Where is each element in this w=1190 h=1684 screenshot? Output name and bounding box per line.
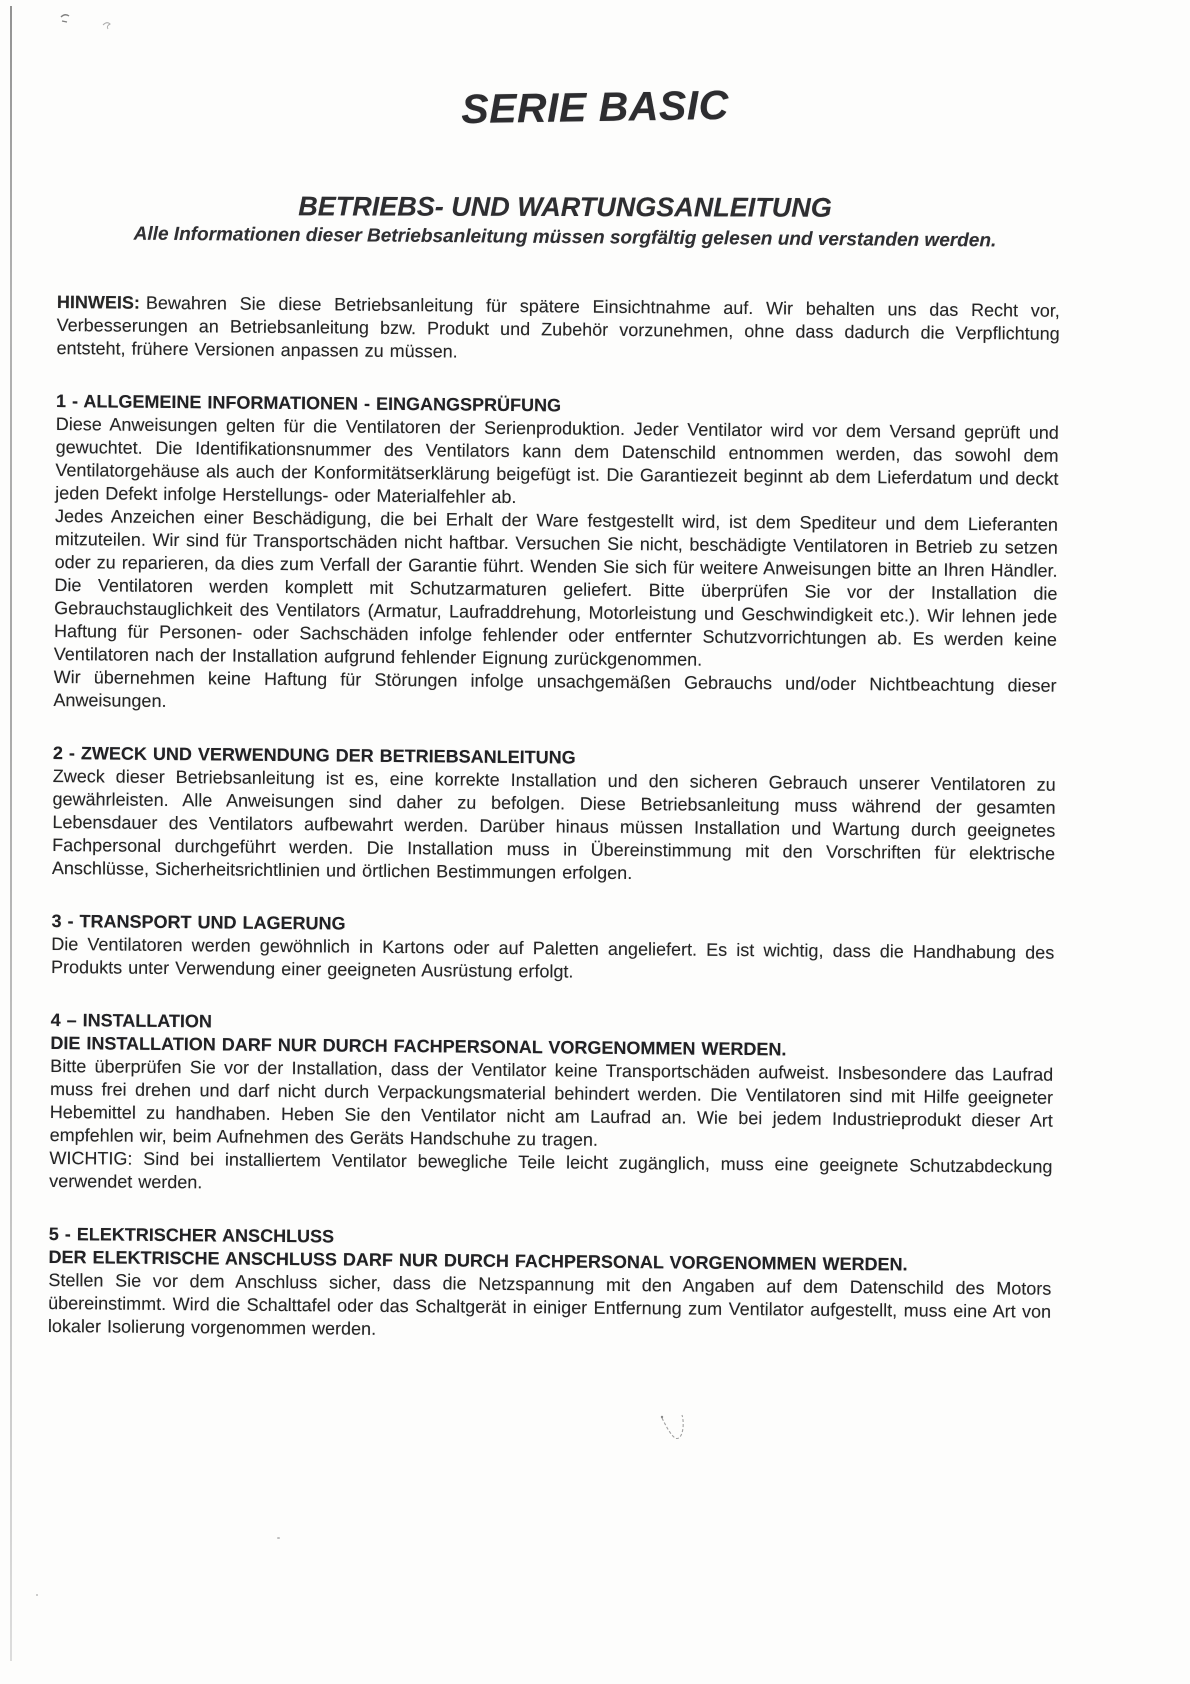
- section-general-information: [53, 390, 1059, 721]
- ink-specks: [58, 10, 118, 38]
- scan-speck: [277, 1537, 280, 1539]
- scan-speck: [36, 1594, 38, 1596]
- section-paragraph: Diese Anweisungen gelten für die Ventilatoren der Serienproduktion. Jeder Ventilator wird vor dem Versand geprüft und gewuchtet. Die Identifikationsnummer des Ventilators kann dem Datenschild entnommen werden, das sowohl dem Ventilatorgehäuse als auch der Konformitätserklärung beigefügt ist. Die Garantiezeit beginnt ab dem Lieferdatum und deckt jeden Defekt infolge Herstellungs- oder Materialfehler ab.: [55, 413, 1059, 508]
- document-title: SERIE BASIC: [460, 81, 730, 133]
- document-subtitle-note: Alle Informationen dieser Betriebsanleitung müssen sorgfältig gelesen und verstanden werden.: [133, 223, 997, 252]
- document-body: [48, 291, 1060, 1347]
- section-paragraph: Jedes Anzeichen einer Beschädigung, die bei Erhalt der Ware festgestellt wird, ist dem Spediteur und dem Lieferanten mitzuteilen. Wir sind für Transportschäden nicht haftbar. Versuchen Sie nicht, beschädigte Ventilatoren in Betrieb zu setzen oder zu reparieren, da dies zum Verfall der Garantie führt. Wenden Sie sich für weitere Anweisungen bitte an Ihren Händler. Die Ventilatoren werden komplett mit Schutzarmaturen geliefert. Bitte überprüfen Sie vor der Installation die Gebrauchstauglichkeit des Ventilators (Armatur, Laufraddrehung, Motorleistung und Geschwindigkeit etc.). Wir lehnen jede Haftung für Personen- oder Sachschäden infolge fehlender oder entfernter Schutzvorrichtungen ab. Es werden keine Ventilatoren nach der Installation aufgrund fehlender Eignung zurückgenommen.: [53, 505, 1059, 670]
- notice-paragraph: [56, 291, 1060, 369]
- pen-squiggle-mark: [658, 1412, 698, 1448]
- section-paragraph: Wir übernehmen keine Haftung für Störungen infolge unsachgemäßen Gebrauchs und/oder Nichtbeachtung dieser Anweisungen.: [53, 666, 1057, 711]
- section-paragraph: WICHTIG: Sind bei installiertem Ventilator bewegliche Teile leicht zugänglich, muss eine geeignete Schutzabdeckung verwendet werden.: [49, 1147, 1053, 1193]
- notice-text: Bewahren Sie diese Betriebsanleitung für spätere Einsichtnahme auf. Wir behalten uns das Recht vor, Verbesserungen an Betriebsanleitung bzw. Produkt und Zubehör vorzunehmen, ohne dass dadurch die Verpflichtung entsteht, frühere Versionen anpassen zu müssen.: [56, 292, 1060, 362]
- section-paragraph: Bitte überprüfen Sie vor der Installation, dass der Ventilator keine Transportschäden aufweist. Insbesondere das Laufrad muss frei drehen und darf nicht durch Verpackungsmaterial behindert werden. Die Ventilatoren sind mit Hilfe geeigneter Hebemittel zu handhaben. Heben Sie den Ventilator nicht am Laufrad an. Wie bei jedem Industrieprodukt dieser Art empfehlen wir, beim Aufnehmen des Geräts Handschuhe zu tragen.: [49, 1055, 1054, 1150]
- section-subheading: DER ELEKTRISCHE ANSCHLUSS DARF NUR DURCH FACHPERSONAL VORGENOMMEN WERDEN.: [48, 1246, 908, 1275]
- section-paragraph: Die Ventilatoren werden gewöhnlich in Kartons oder auf Paletten angeliefert. Es ist wichtig, dass die Handhabung des Produkts unter Verwendung einer geeigneten Ausrüstung erfolgt.: [51, 933, 1055, 982]
- section-subheading: DIE INSTALLATION DARF NUR DURCH FACHPERSONAL VORGENOMMEN WERDEN.: [50, 1032, 787, 1060]
- section-heading: 4 – INSTALLATION: [50, 1009, 213, 1032]
- document-subtitle: BETRIEBS- UND WARTUNGSANLEITUNG: [298, 191, 832, 223]
- section-electrical-connection: [48, 1223, 1052, 1347]
- scan-edge-line: [10, 6, 12, 1661]
- notice-label: HINWEIS:: [56, 291, 140, 313]
- section-heading: 1 - ALLGEMEINE INFORMATIONEN - EINGANGSPRÜFUNG: [55, 390, 562, 416]
- section-heading: 2 - ZWECK UND VERWENDUNG DER BETRIEBSANLEITUNG: [52, 742, 576, 768]
- section-installation: [49, 1009, 1054, 1202]
- section-heading: 3 - TRANSPORT UND LAGERUNG: [51, 910, 346, 934]
- section-heading: 5 - ELEKTRISCHER ANSCHLUSS: [48, 1223, 335, 1247]
- section-paragraph: Stellen Sie vor dem Anschluss sicher, dass die Netzspannung mit den Angaben auf dem Datenschild des Motors übereinstimmt. Wird die Schalttafel oder das Schaltgerät in einiger Entfernung zum Ventilator aufgestellt, muss eine Art von lokaler Isolierung vorgenommen werden.: [47, 1269, 1052, 1339]
- section-transport-storage: [51, 910, 1055, 988]
- section-purpose-of-manual: [52, 742, 1056, 889]
- section-paragraph: Zweck dieser Betriebsanleitung ist es, eine korrekte Installation und den sicheren Gebrauch unserer Ventilatoren zu gewährleisten. Alle Anweisungen sind daher zu befolgen. Diese Betriebsanleitung muss während der gesamten Lebensdauer des Ventilators aufbewahrt werden. Darüber hinaus müssen Installation und Wartung durch geeignetes Fachpersonal durchgeführt werden. Die Installation muss in Übereinstimmung mit den Vorschriften für elektrische Anschlüsse, Sicherheitsrichtlinien und örtlichen Bestimmungen erfolgen.: [51, 765, 1056, 884]
